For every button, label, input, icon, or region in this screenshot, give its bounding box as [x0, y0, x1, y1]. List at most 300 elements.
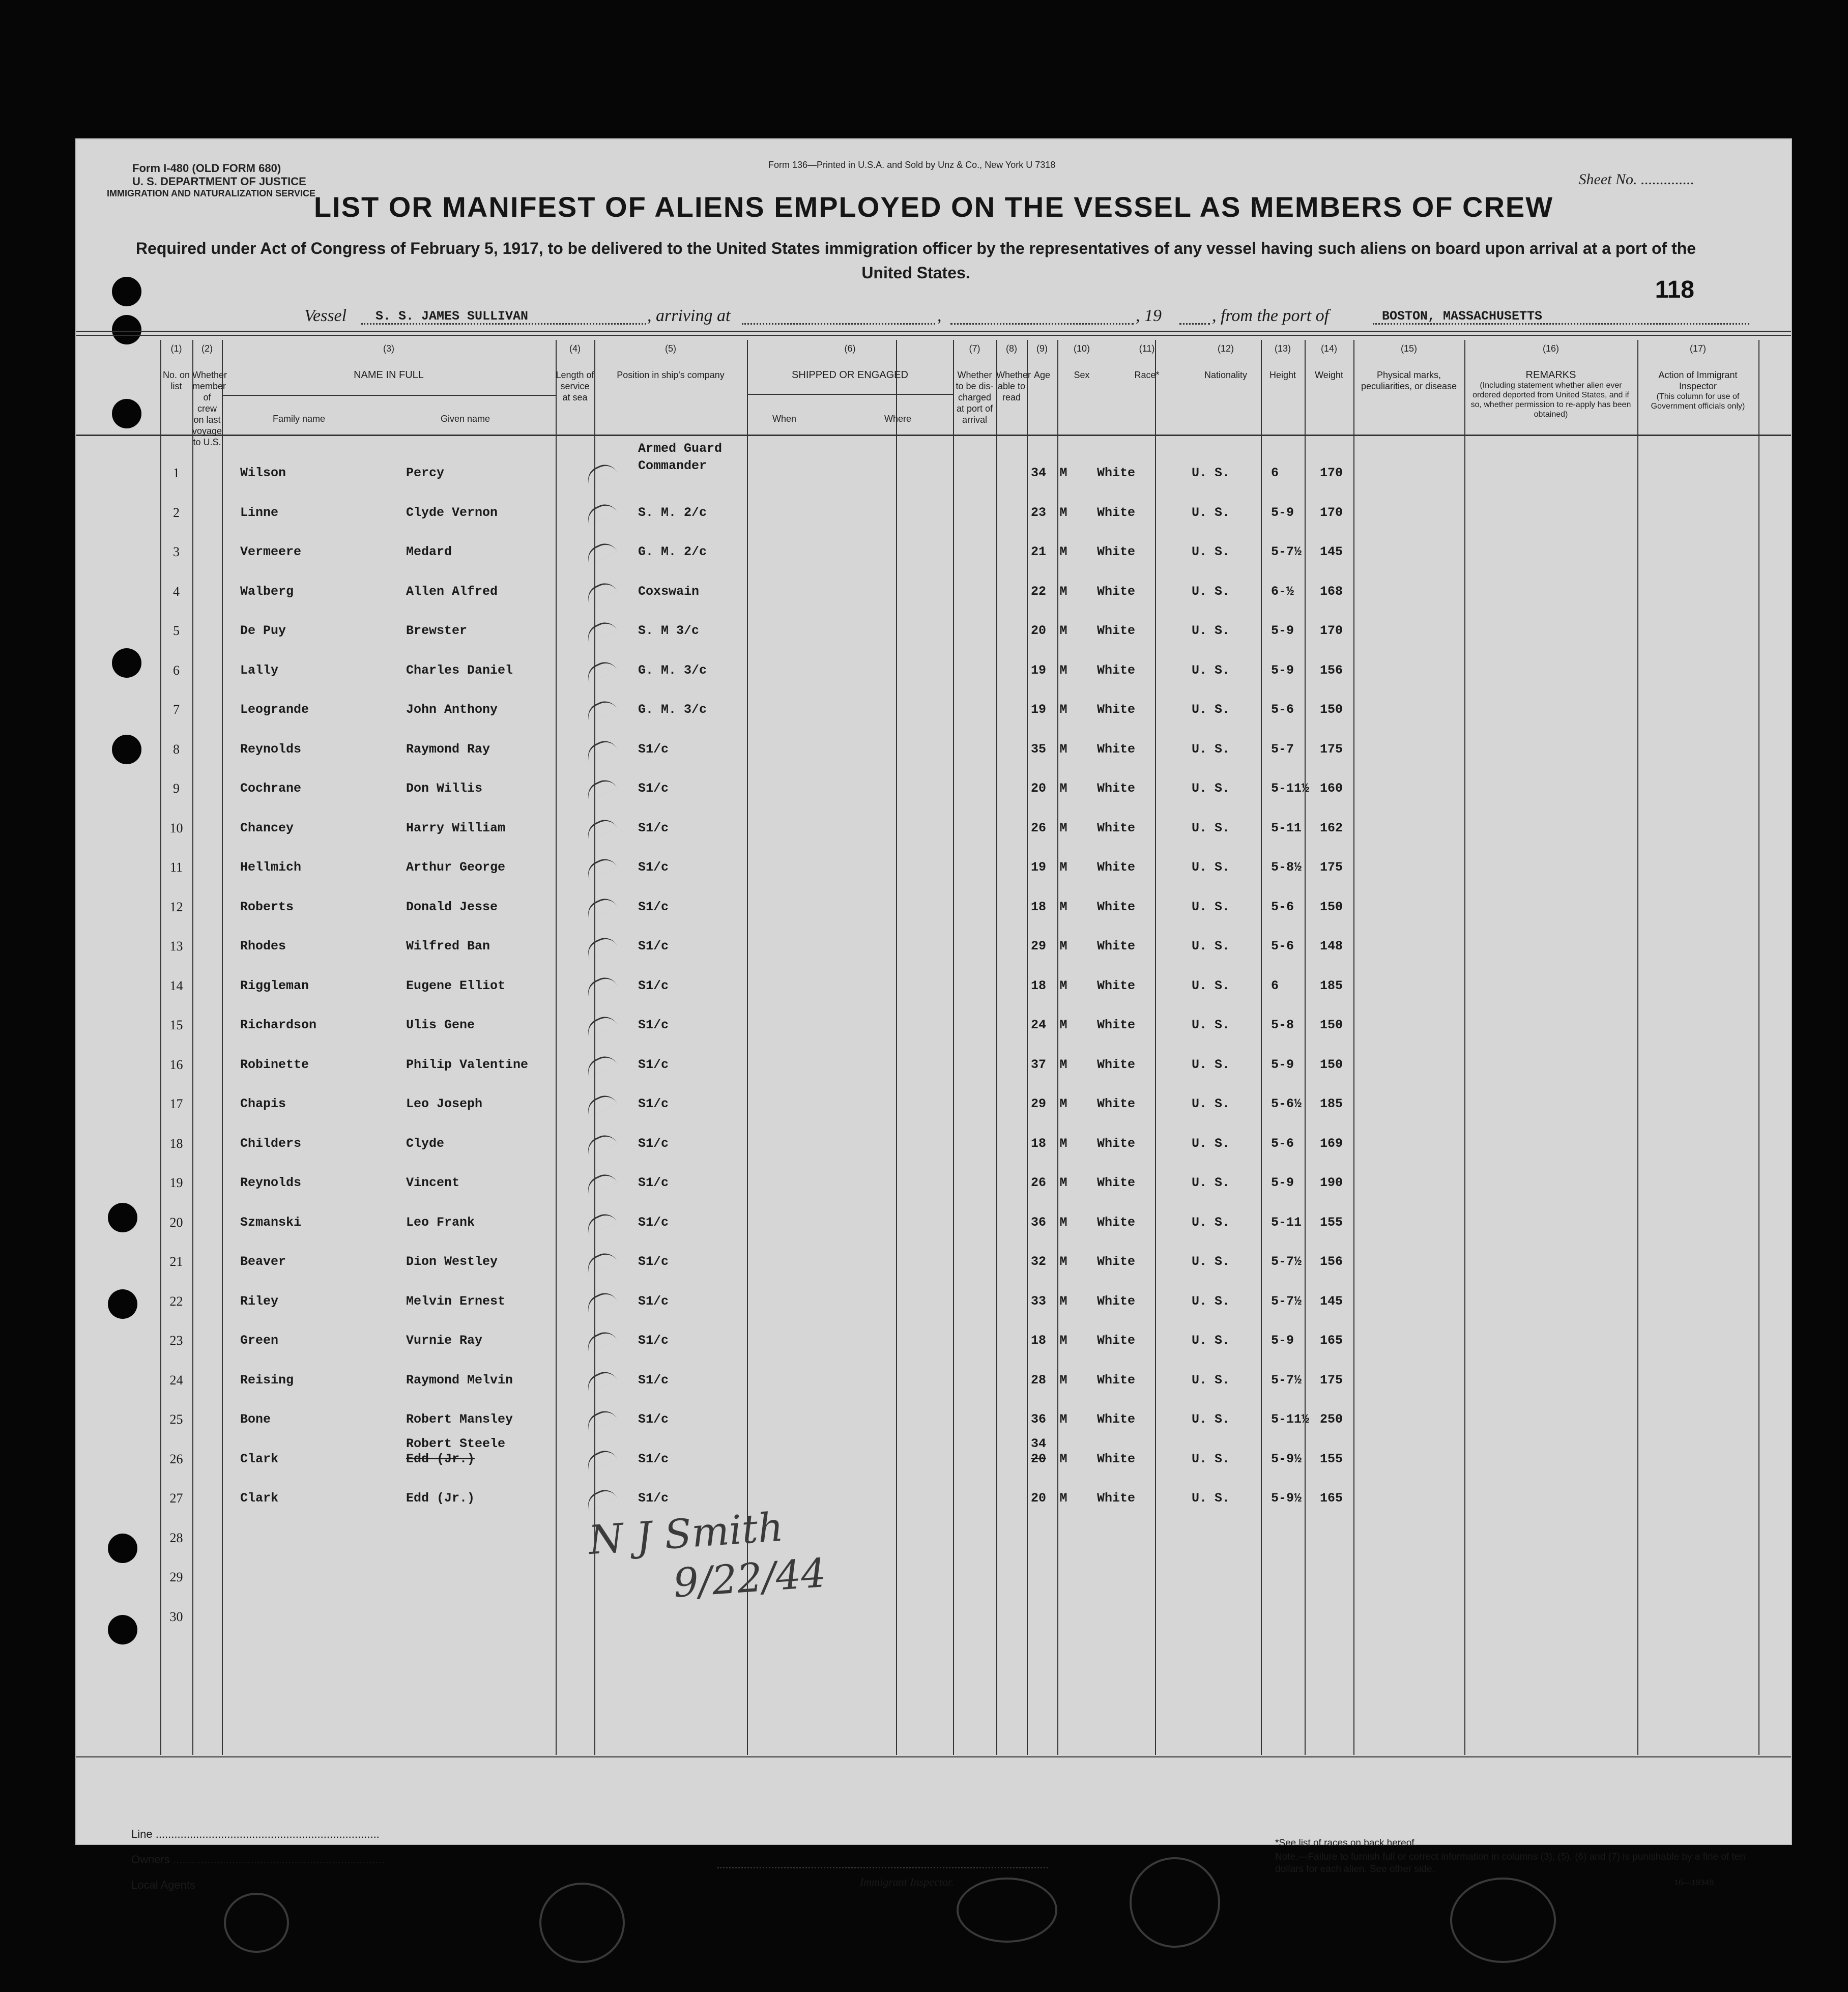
- nationality: U. S.: [1192, 466, 1230, 480]
- check-mark: [584, 1170, 617, 1196]
- col-header-last-voyage: (2) Whether member of crew on last voyage to U.S.: [192, 343, 227, 447]
- family-name: Szmanski: [240, 1215, 302, 1230]
- row-number: 16: [169, 1057, 183, 1072]
- row-number: 28: [169, 1530, 183, 1545]
- check-mark: [584, 697, 617, 723]
- given-name: Melvin Ernest: [406, 1293, 506, 1309]
- race: White: [1097, 1057, 1136, 1072]
- weight: 145: [1320, 1293, 1343, 1309]
- family-name: Hellmich: [240, 860, 302, 875]
- given-name: Philip Valentine: [406, 1057, 529, 1072]
- vessel-line: [228, 302, 1710, 326]
- scan-artifact: [224, 1893, 289, 1953]
- table-row: [76, 897, 1791, 922]
- family-name: Wilson: [240, 466, 286, 480]
- age: 18: [1031, 1136, 1047, 1151]
- given-name: Edd (Jr.): [406, 1491, 475, 1506]
- table-row: [76, 1094, 1791, 1119]
- footer-rule: [76, 1756, 1791, 1757]
- position: S1/c: [638, 860, 669, 875]
- row-number: 17: [169, 1096, 183, 1111]
- statute-notice: Required under Act of Congress of February 5, 1917, to be delivered to the United States immigration officer by the representatives of any vessel having such aliens on board upon arrival at a port of the United States.: [135, 239, 1696, 282]
- sex: M: [1059, 1057, 1067, 1072]
- sex: M: [1059, 1254, 1067, 1269]
- race: White: [1097, 1254, 1136, 1269]
- check-mark: [584, 1131, 617, 1156]
- height: 5-9: [1271, 662, 1294, 678]
- age: 26: [1031, 820, 1047, 835]
- family-name: Clark: [240, 1491, 279, 1506]
- sex: M: [1059, 1333, 1067, 1348]
- fill-line: [1179, 323, 1210, 325]
- position: S1/c: [638, 1254, 669, 1269]
- position: S1/c: [638, 1491, 669, 1506]
- nationality: U. S.: [1192, 781, 1230, 796]
- weight: 148: [1320, 939, 1343, 954]
- position: G. M. 3/c: [638, 662, 707, 678]
- given-name: Arthur George: [406, 860, 506, 875]
- given-name: Percy: [406, 466, 445, 480]
- sex: M: [1059, 820, 1067, 835]
- weight: 170: [1320, 466, 1343, 480]
- col-header-shipped: (6) SHIPPED OR ENGAGED When Where: [747, 343, 953, 597]
- scan-artifact: [1130, 1857, 1220, 1948]
- family-name: Richardson: [240, 1018, 317, 1032]
- weight: 160: [1320, 781, 1343, 796]
- family-name: Robinette: [240, 1057, 309, 1072]
- age: 21: [1031, 544, 1047, 559]
- col-header-name: (3) NAME IN FULL Family name Given name: [222, 343, 556, 597]
- table-row: [76, 582, 1791, 607]
- check-mark: [584, 934, 617, 959]
- age: 36: [1031, 1412, 1047, 1427]
- table-row: [76, 1055, 1791, 1080]
- check-mark: [584, 1328, 617, 1353]
- punch-hole: [112, 315, 141, 344]
- nationality: U. S.: [1192, 820, 1230, 835]
- height: 5-6: [1271, 702, 1294, 717]
- row-number: 18: [169, 1136, 183, 1151]
- height: 5-7½: [1271, 1293, 1302, 1309]
- race: White: [1097, 781, 1136, 796]
- family-name: Beaver: [240, 1254, 286, 1269]
- sex: M: [1059, 939, 1067, 954]
- position: S. M 3/c: [638, 623, 700, 638]
- position: S1/c: [638, 820, 669, 835]
- race: White: [1097, 820, 1136, 835]
- age: 20: [1031, 1491, 1047, 1506]
- given-name: Charles Daniel: [406, 662, 513, 678]
- scan-artifact: [1450, 1878, 1556, 1963]
- row-number: 6: [173, 662, 180, 678]
- scan-artifact: [957, 1878, 1057, 1943]
- weight: 168: [1320, 584, 1343, 599]
- age: 36: [1031, 1215, 1047, 1230]
- table-row: [76, 1291, 1791, 1317]
- local-agents-label: Local Agents: [131, 1879, 195, 1891]
- given-name: Leo Joseph: [406, 1096, 483, 1111]
- height: 5-11½: [1271, 1412, 1310, 1427]
- col-header-read: (8) Whether able to read: [996, 343, 1031, 402]
- inspector-label: Immigrant Inspector.: [860, 1875, 954, 1888]
- given-name: Leo Frank: [406, 1215, 475, 1230]
- race: White: [1097, 899, 1136, 914]
- name-subheader-rule: [222, 395, 556, 396]
- fill-line: [742, 323, 935, 325]
- header-top-rule: [76, 331, 1791, 332]
- age: 22: [1031, 584, 1047, 599]
- race: White: [1097, 939, 1136, 954]
- row-number: 5: [173, 623, 180, 638]
- col-header-age: (9) Age: [1033, 343, 1051, 380]
- given-name: Clyde Vernon: [406, 505, 498, 520]
- check-mark: [584, 1013, 617, 1038]
- table-row: [76, 441, 1791, 488]
- race: White: [1097, 1293, 1136, 1309]
- given-name: Vurnie Ray: [406, 1333, 483, 1348]
- sex: M: [1059, 781, 1067, 796]
- punch-hole: [112, 399, 141, 428]
- height: 5-9½: [1271, 1451, 1302, 1466]
- sex: M: [1059, 1372, 1067, 1388]
- family-name: Rhodes: [240, 939, 286, 954]
- nationality: U. S.: [1192, 741, 1230, 757]
- race: White: [1097, 1491, 1136, 1506]
- race: White: [1097, 544, 1136, 559]
- weight: 156: [1320, 662, 1343, 678]
- sex: M: [1059, 466, 1067, 480]
- given-name: Don Willis: [406, 781, 483, 796]
- check-mark: [584, 1052, 617, 1077]
- form-code: 16—19349: [1674, 1879, 1714, 1887]
- inspector-line: [717, 1867, 1048, 1868]
- row-number: 8: [173, 741, 180, 757]
- check-mark: [584, 460, 617, 486]
- age-struck: 20: [1031, 1451, 1047, 1466]
- row-number: 25: [169, 1412, 183, 1427]
- table-row: [76, 700, 1791, 725]
- nationality: U. S.: [1192, 584, 1230, 599]
- age: 32: [1031, 1254, 1047, 1269]
- check-mark: [584, 618, 617, 644]
- sex: M: [1059, 899, 1067, 914]
- given-name: Robert Steele: [406, 1436, 506, 1451]
- nationality: U. S.: [1192, 505, 1230, 520]
- row-number: 3: [173, 544, 180, 559]
- age: 28: [1031, 1372, 1047, 1388]
- given-name: Wilfred Ban: [406, 939, 490, 954]
- check-mark: [584, 894, 617, 919]
- race: White: [1097, 978, 1136, 993]
- given-name: Clyde: [406, 1136, 445, 1151]
- table-row: [76, 503, 1791, 528]
- row-number: 2: [173, 505, 180, 520]
- race: White: [1097, 1333, 1136, 1348]
- table-row: [76, 1252, 1791, 1277]
- nationality: U. S.: [1192, 1096, 1230, 1111]
- header-top-rule: [76, 335, 1791, 336]
- check-mark: [584, 500, 617, 525]
- family-name: Cochrane: [240, 781, 302, 796]
- age: 34: [1031, 1436, 1047, 1451]
- row-number: 12: [169, 899, 183, 914]
- nationality: U. S.: [1192, 899, 1230, 914]
- family-name: Walberg: [240, 584, 294, 599]
- family-name: Leogrande: [240, 702, 309, 717]
- race-note: *See list of races on back hereof.: [1275, 1838, 1417, 1849]
- race: White: [1097, 1096, 1136, 1111]
- given-name: Medard: [406, 544, 452, 559]
- table-row: [76, 818, 1791, 844]
- height: 5-9: [1271, 1057, 1294, 1072]
- col-header-length-service: (4) Length of service at sea: [556, 343, 594, 402]
- col-header-discharged: (7) Whether to be dis-charged at port of arrival: [956, 343, 994, 425]
- age: 23: [1031, 505, 1047, 520]
- check-mark: [584, 1367, 617, 1393]
- table-row: [76, 1134, 1791, 1159]
- nationality: U. S.: [1192, 1175, 1230, 1190]
- position: G. M. 2/c: [638, 544, 707, 559]
- position-line-2: Commander: [638, 458, 707, 473]
- nationality: U. S.: [1192, 623, 1230, 638]
- race: White: [1097, 1018, 1136, 1032]
- row-number: 19: [169, 1175, 183, 1190]
- row-number: 30: [169, 1609, 183, 1624]
- age: 18: [1031, 899, 1047, 914]
- position: S1/c: [638, 1057, 669, 1072]
- race: White: [1097, 741, 1136, 757]
- age: 29: [1031, 1096, 1047, 1111]
- race: White: [1097, 662, 1136, 678]
- given-name: Harry William: [406, 820, 506, 835]
- race: White: [1097, 623, 1136, 638]
- weight: 165: [1320, 1333, 1343, 1348]
- age: 20: [1031, 781, 1047, 796]
- age: 26: [1031, 1175, 1047, 1190]
- weight: 156: [1320, 1254, 1343, 1269]
- check-mark: [584, 1486, 617, 1511]
- table-row: [76, 739, 1791, 765]
- col-header-physical-marks: (15) Physical marks, peculiarities, or disease: [1361, 343, 1457, 391]
- row-number: 4: [173, 584, 180, 599]
- col-header-weight: (14) Weight: [1315, 343, 1343, 380]
- penalty-note: Note.—Failure to furnish full or correct information in columns (3), (5), (6) and (7) is punishable by a fine of ten dollars for each alien. See other side.: [1275, 1852, 1746, 1874]
- table-row: [76, 1409, 1791, 1435]
- position: S1/c: [638, 978, 669, 993]
- printer-line: Form 136—Printed in U.S.A. and Sold by Unz & Co., New York U 7318: [768, 160, 1056, 170]
- row-number: 15: [169, 1018, 183, 1032]
- weight: 170: [1320, 505, 1343, 520]
- sex: M: [1059, 1451, 1067, 1466]
- age: 35: [1031, 741, 1047, 757]
- check-mark: [584, 1407, 617, 1432]
- weight: 155: [1320, 1451, 1343, 1466]
- line-label: Line ........................................................................: [131, 1828, 380, 1840]
- age: 37: [1031, 1057, 1047, 1072]
- table-row: [76, 976, 1791, 1001]
- family-name: Clark: [240, 1451, 279, 1466]
- nationality: U. S.: [1192, 1254, 1230, 1269]
- height: 6: [1271, 978, 1279, 993]
- nationality: U. S.: [1192, 702, 1230, 717]
- age: 19: [1031, 860, 1047, 875]
- table-row: [76, 542, 1791, 567]
- height: 5-7½: [1271, 1372, 1302, 1388]
- height: 5-7½: [1271, 544, 1302, 559]
- weight: 165: [1320, 1491, 1343, 1506]
- nationality: U. S.: [1192, 1057, 1230, 1072]
- family-name: Chancey: [240, 820, 294, 835]
- height: 5-7½: [1271, 1254, 1302, 1269]
- row-number: 9: [173, 781, 180, 796]
- given-name: Raymond Ray: [406, 741, 490, 757]
- given-name: Donald Jesse: [406, 899, 498, 914]
- age: 29: [1031, 939, 1047, 954]
- height: 6-½: [1271, 584, 1294, 599]
- table-row: [76, 936, 1791, 962]
- row-number: 14: [169, 978, 183, 993]
- sex: M: [1059, 1136, 1067, 1151]
- age: 18: [1031, 978, 1047, 993]
- given-name-subheader: Given name: [441, 414, 490, 424]
- arriving-label: , arriving at: [647, 306, 731, 325]
- sex: M: [1059, 702, 1067, 717]
- row-number: 13: [169, 939, 183, 954]
- given-name: Allen Alfred: [406, 584, 498, 599]
- nationality: U. S.: [1192, 662, 1230, 678]
- position: S1/c: [638, 1215, 669, 1230]
- check-mark: [584, 973, 617, 998]
- nationality: U. S.: [1192, 1372, 1230, 1388]
- given-name: Robert Mansley: [406, 1412, 513, 1427]
- weight: 162: [1320, 820, 1343, 835]
- age: 24: [1031, 1018, 1047, 1032]
- height: 5-9: [1271, 623, 1294, 638]
- table-row: [76, 1173, 1791, 1198]
- position: S1/c: [638, 899, 669, 914]
- table-row: [76, 1528, 1791, 1553]
- row-number: 26: [169, 1451, 183, 1466]
- weight: 150: [1320, 899, 1343, 914]
- table-row: [76, 1370, 1791, 1396]
- family-name: Riley: [240, 1293, 279, 1309]
- position: S1/c: [638, 1451, 669, 1466]
- check-mark: [584, 855, 617, 880]
- col-header-no: (1) No. on list: [162, 343, 190, 391]
- table-row: [76, 1488, 1791, 1514]
- position: S1/c: [638, 939, 669, 954]
- weight: 170: [1320, 623, 1343, 638]
- given-name: Brewster: [406, 623, 468, 638]
- nationality: U. S.: [1192, 1018, 1230, 1032]
- race: White: [1097, 466, 1136, 480]
- nationality: U. S.: [1192, 1333, 1230, 1348]
- check-mark: [584, 539, 617, 565]
- weight: 175: [1320, 741, 1343, 757]
- check-mark: [584, 815, 617, 841]
- nationality: U. S.: [1192, 1451, 1230, 1466]
- weight: 169: [1320, 1136, 1343, 1151]
- position: S. M. 2/c: [638, 505, 707, 520]
- col-header-race: (11) Race*: [1134, 343, 1160, 380]
- age: 19: [1031, 702, 1047, 717]
- nationality: U. S.: [1192, 1491, 1230, 1506]
- race: White: [1097, 1451, 1136, 1466]
- sex: M: [1059, 544, 1067, 559]
- fill-line: [950, 323, 1134, 325]
- nationality: U. S.: [1192, 1215, 1230, 1230]
- check-mark: [584, 1288, 617, 1314]
- weight: 175: [1320, 860, 1343, 875]
- height: 5-11½: [1271, 781, 1310, 796]
- table-row: [76, 1331, 1791, 1356]
- height: 5-8: [1271, 1018, 1294, 1032]
- given-name: John Anthony: [406, 702, 498, 717]
- family-name: Riggleman: [240, 978, 309, 993]
- sex: M: [1059, 978, 1067, 993]
- when-subheader: When: [772, 414, 797, 424]
- family-name: Reising: [240, 1372, 294, 1388]
- family-name: Vermeere: [240, 544, 302, 559]
- table-row: [76, 1567, 1791, 1593]
- table-row: [76, 1015, 1791, 1041]
- col-header-height: (13) Height: [1269, 343, 1296, 380]
- position: S1/c: [638, 1018, 669, 1032]
- family-name: Green: [240, 1333, 279, 1348]
- sex: M: [1059, 1018, 1067, 1032]
- weight: 150: [1320, 1057, 1343, 1072]
- given-name: Dion Westley: [406, 1254, 498, 1269]
- col-header-sex: (10) Sex: [1073, 343, 1090, 380]
- family-name: De Puy: [240, 623, 286, 638]
- check-mark: [584, 1091, 617, 1117]
- race: White: [1097, 702, 1136, 717]
- sex: M: [1059, 662, 1067, 678]
- race: White: [1097, 860, 1136, 875]
- weight: 150: [1320, 702, 1343, 717]
- sex: M: [1059, 1096, 1067, 1111]
- nationality: U. S.: [1192, 1412, 1230, 1427]
- row-number: 23: [169, 1333, 183, 1348]
- family-name: Chapis: [240, 1096, 286, 1111]
- row-number: 27: [169, 1491, 183, 1506]
- weight: 145: [1320, 544, 1343, 559]
- weight: 185: [1320, 1096, 1343, 1111]
- check-mark: [584, 1249, 617, 1275]
- given-name-struck: Edd (Jr.): [406, 1451, 475, 1466]
- position: S1/c: [638, 1096, 669, 1111]
- signature-date: 9/22/44: [672, 1550, 828, 1607]
- nationality: U. S.: [1192, 1293, 1230, 1309]
- nationality: U. S.: [1192, 1136, 1230, 1151]
- owners-label: Owners ....................................................................: [131, 1853, 385, 1866]
- form-title: LIST OR MANIFEST OF ALIENS EMPLOYED ON THE VESSEL AS MEMBERS OF CREW: [313, 191, 1554, 223]
- height: 5-9: [1271, 1333, 1294, 1348]
- given-name: Vincent: [406, 1175, 460, 1190]
- height: 5-9½: [1271, 1491, 1302, 1506]
- height: 6: [1271, 466, 1279, 480]
- race: White: [1097, 1215, 1136, 1230]
- position: S1/c: [638, 781, 669, 796]
- weight: 175: [1320, 1372, 1343, 1388]
- col-header-remarks: (16) REMARKS (Including statement whether alien ever ordered deported from United States, and if so, whether permission to re-apply has been obtained): [1470, 343, 1631, 419]
- age: 20: [1031, 623, 1047, 638]
- race: White: [1097, 584, 1136, 599]
- height: 5-8½: [1271, 860, 1302, 875]
- check-mark: [584, 1209, 617, 1235]
- age: 34: [1031, 466, 1047, 480]
- nationality: U. S.: [1192, 939, 1230, 954]
